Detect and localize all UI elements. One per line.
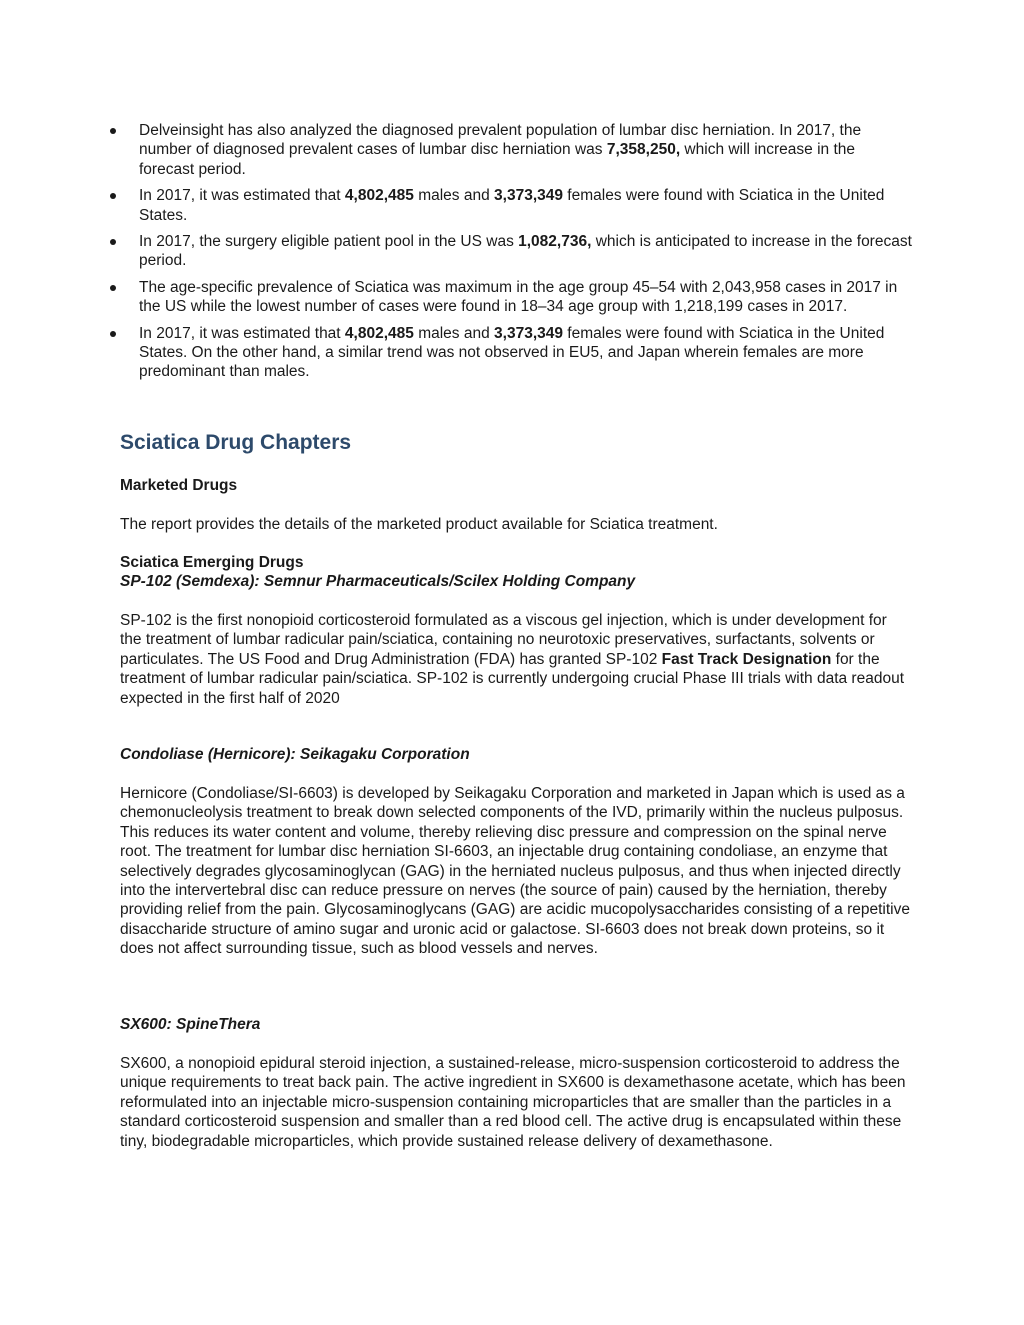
bullet-text: In 2017, it was estimated that (139, 187, 345, 205)
bullet-bold-value: 3,373,349 (494, 324, 563, 342)
marketed-drugs-text-block (120, 515, 910, 534)
bullet-bold-value: 4,802,485 (344, 187, 414, 205)
bullet-icon (110, 285, 116, 291)
emerging-drugs-heading: Sciatica Emerging Drugs (120, 554, 304, 571)
bullet-bold-value: 4,802,485 (344, 324, 414, 342)
bullet-text: females were found with Sciatica in the United States. On the other hand, a similar trend was not observed in EU5, and Japan wherein females are more predominant than males. (139, 324, 885, 381)
marketed-drugs-heading: Marketed Drugs (120, 477, 238, 494)
drug-heading-condoliase: Condoliase (Hernicore): Seikagaku Corporation (120, 746, 470, 763)
bullet-text: In 2017, the surgery eligible patient pool in the US was (139, 233, 519, 251)
marketed-drugs-text: The report provides the details of the marketed product available for Sciatica treatment. (120, 516, 718, 533)
bullet-icon (110, 128, 116, 134)
bullet-icon (110, 193, 116, 199)
drug-condoliase-heading-block (120, 745, 910, 764)
emerging-drugs-block (120, 553, 910, 592)
bullet-bold-value: 1,082,736, (518, 233, 592, 251)
drug-condoliase-block (120, 784, 910, 959)
bullet-text: which will increase in the forecast period. (139, 141, 856, 178)
bullet-bold-value: 7,358,250, (606, 141, 681, 159)
drug-heading-sp102: SP-102 (Semdexa): Semnur Pharmaceuticals/Scilex Holding Company (120, 573, 636, 591)
drug-sx600-block (120, 1054, 910, 1151)
bullet-text: Delveinsight has also analyzed the diagnosed prevalent population of lumbar disc herniation. In 2017, the number of diagnosed prevalent cases of lumbar disc herniation was (139, 122, 862, 159)
bullet-text: males and (413, 187, 495, 205)
drug-heading-sx600: SX600: SpineThera (120, 1016, 261, 1033)
list-item (0, 324, 1024, 382)
drug-sp102-block (120, 611, 910, 708)
bullet-text: In 2017, it was estimated that (139, 324, 345, 342)
section-title: Sciatica Drug Chapters (120, 431, 352, 454)
list-item (0, 278, 1024, 317)
drug-sp102-paragraph (120, 611, 910, 708)
bullet-bold-value: 3,373,349 (494, 187, 563, 205)
list-item (0, 186, 1024, 225)
chapter-section (120, 430, 910, 456)
list-item (0, 232, 1024, 271)
fast-track-designation: Fast Track Designation (661, 650, 832, 668)
marketed-drugs-block (120, 476, 910, 495)
list-item (0, 121, 1024, 179)
bullet-icon (110, 239, 116, 245)
bullet-text: which is anticipated to increase in the forecast period. (139, 233, 912, 270)
paragraph-text: for the treatment of lumbar radicular pain/sciatica. SP-102 is currently undergoing crucial Phase III trials with data readout expected in the first half of 2020 (120, 650, 904, 707)
paragraph-text: SP-102 is the first nonopioid corticosteroid formulated as a viscous gel injection, which is under development for the treatment of lumbar radicular pain/sciatica, containing no neurotoxic preservatives, surfactants, solvents or particulates. The US Food and Drug Administration (FDA) has granted SP-102 (120, 612, 887, 668)
drug-sx600-heading-block (120, 1015, 910, 1034)
bullet-text: females were found with Sciatica in the United States. (139, 187, 885, 224)
drug-sx600-paragraph: SX600, a nonopioid epidural steroid injection, a sustained-release, micro-suspension corticosteroid to address the unique requirements to treat back pain. The active ingredient in SX600 is dexamethasone acetate, which has been reformulated into an injectable micro-suspension containing microparticles that are smaller than the particles in a standard corticosteroid suspension and smaller than a red blood cell. The active drug is encapsulated within these tiny, biodegradable microparticles, which provide sustained release delivery of dexamethasone. (120, 1055, 906, 1150)
bullet-icon (110, 331, 116, 337)
drug-condoliase-paragraph: Hernicore (Condoliase/SI-6603) is developed by Seikagaku Corporation and marketed in Japan which is used as a chemonucleolysis treatment to break down selected components of the IVD, primarily within the nucleus pulposus. This reduces its water content and volume, thereby relieving disc pressure and compression on the spinal nerve root. The treatment for lumbar disc herniation SI-6603, an injectable drug containing condoliase, an enzyme that selectively degrades glycosaminoglycan (GAG) in the herniated nucleus pulposus, and thus when injected directly into the intervertebral disc can reduce pressure on nerves (the source of pain) caused by the herniation, thereby providing relief from the pain. Glycosaminoglycans (GAG) are acidic mucopolysaccharides consisting of a repetitive disaccharide structure of amino sugar and uronic acid or galactose. SI-6603 does not break down proteins, so it does not affect surrounding tissue, such as blood vessels and nerves. (120, 785, 910, 958)
bullet-text: males and (413, 324, 495, 342)
bullet-list (0, 121, 1024, 389)
bullet-text: The age-specific prevalence of Sciatica was maximum in the age group 45–54 with 2,043,958 cases in 2017 in the US while the lowest number of cases were found in 18–34 age group with 1,218,199 cases in 2017. (139, 278, 898, 316)
